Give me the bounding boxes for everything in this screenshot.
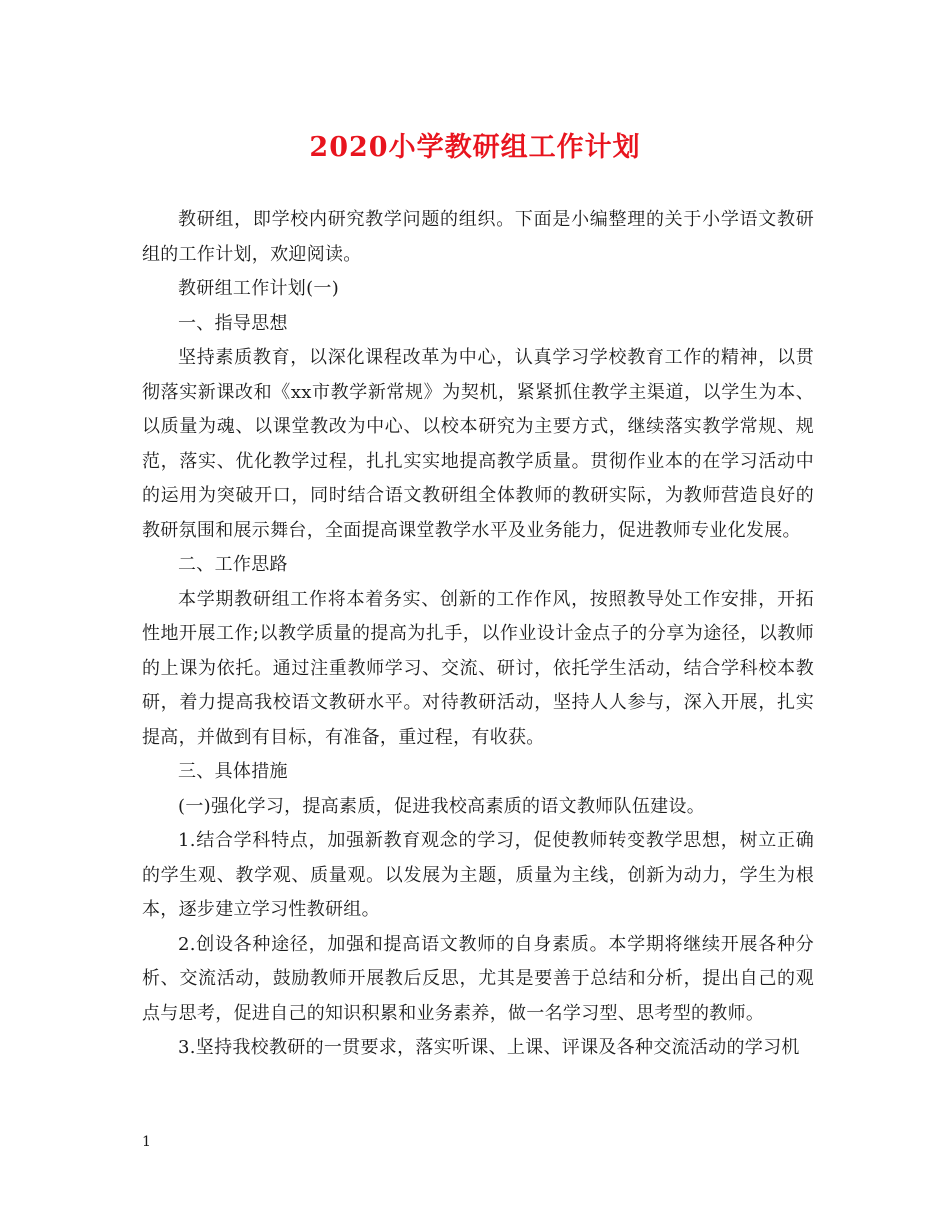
guiding-ideology-paragraph: 坚持素质教育，以深化课程改革为中心，认真学习学校教育工作的精神，以贯彻落实新课改和《xx市教学新常规》为契机，紧紧抓住教学主渠道，以学生为本、以质量为魂、以课堂教改为中心、以校本研究为主要方式，继续落实教学常规、规范，落实、优化教学过程，扎扎实实地提高教学质量。贯彻作业本的在学习活动中的运用为突破开口，同时结合语文教研组全体教师的教研实际，为教师营造良好的教研氛围和展示舞台，全面提高课堂教学水平及业务能力，促进教师专业化发展。 [142, 347, 814, 541]
page-number: 1 [142, 1134, 151, 1150]
work-approach-paragraph: 本学期教研组工作将本着务实、创新的工作作风，按照教导处工作安排，开拓性地开展工作;以教学质量的提高为扎手，以作业设计金点子的分享为途径，以教师的上课为依托。通过注重教师学习、交流、研讨，依托学生活动，结合学科校本教研，着力提高我校语文教研水平。对待教研活动，坚持人人参与，深入开展，扎实提高，并做到有目标，有准备，重过程，有收获。 [142, 588, 814, 748]
document-title: 2020小学教研组工作计划 [309, 132, 641, 163]
measures-subheading: (一)强化学习，提高素质，促进我校高素质的语文教师队伍建设。 [178, 795, 706, 817]
section-heading-guiding-ideology: 一、指导思想 [178, 312, 288, 334]
section-heading-work-approach: 二、工作思路 [178, 554, 288, 575]
document-body [142, 203, 814, 1066]
measure-item-1: 1.结合学科特点，加强新教育观念的学习，促使教师转变教学思想，树立正确的学生观、教学观、质量观。以发展为主题，质量为主线，创新为动力，学生为根本，逐步建立学习性教研组。 [142, 830, 814, 920]
section-heading-measures: 三、具体措施 [178, 761, 288, 782]
intro-paragraph: 教研组，即学校内研究教学问题的组织。下面是小编整理的关于小学语文教研组的工作计划，欢迎阅读。 [142, 209, 814, 265]
measure-item-3: 3.坚持我校教研的一贯要求，落实听课、上课、评课及各种交流活动的学习机 [178, 1037, 800, 1058]
measure-item-2: 2.创设各种途径，加强和提高语文教师的自身素质。本学期将继续开展各种分析、交流活动，鼓励教师开展教后反思，尤其是要善于总结和分析，提出自己的观点与思考，促进自己的知识积累和业务素养，做一名学习型、思考型的教师。 [142, 933, 814, 1024]
plan-heading: 教研组工作计划(一) [178, 278, 340, 299]
